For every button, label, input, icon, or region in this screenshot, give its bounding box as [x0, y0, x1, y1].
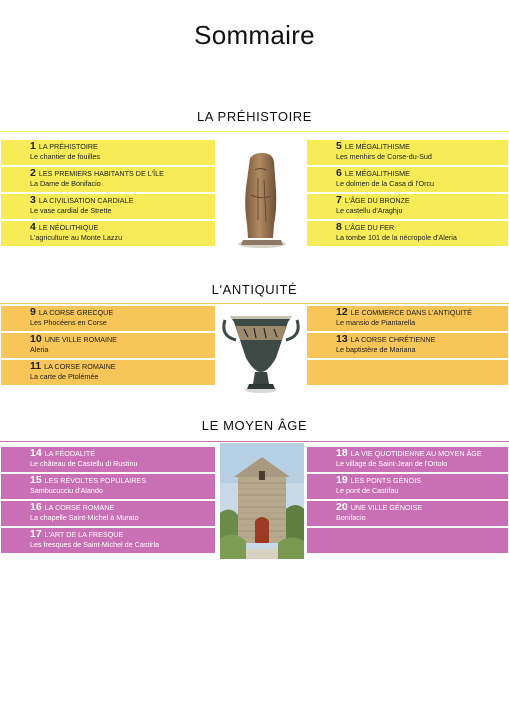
entry-number: 18 — [336, 447, 348, 459]
entry-heading: LA CORSE ROMANE — [44, 503, 115, 512]
toc-entry-2[interactable] — [1, 167, 215, 192]
entry-heading: LE MÉGALITHISME — [344, 169, 410, 178]
entry-subtitle: Le chantier de fouilles — [30, 151, 100, 161]
entry-subtitle: L'agriculture au Monte Lazzu — [30, 232, 123, 242]
entry-number: 15 — [30, 474, 42, 486]
column-left — [1, 140, 215, 248]
toc-entry-6[interactable] — [307, 167, 508, 192]
entry-subtitle: Le castellu d'Araghju — [336, 205, 403, 215]
entry-heading: LA CORSE ROMAINE — [44, 362, 116, 371]
section-title-moyen-age: LE MOYEN ÂGE — [201, 418, 308, 433]
entry-number: 20 — [336, 501, 348, 513]
section-rule — [0, 441, 509, 442]
toc-entry-16[interactable] — [1, 501, 215, 526]
entry-heading: LA FÉODALITÉ — [44, 449, 96, 458]
entry-number: 3 — [30, 194, 36, 206]
entry-subtitle: Les fresques de Saint-Michel de Castirla — [30, 539, 160, 549]
toc-entry-5[interactable] — [307, 140, 508, 165]
entry-subtitle: La Dame de Bonifacio — [30, 178, 101, 188]
toc-entry-4[interactable] — [1, 221, 215, 246]
entry-subtitle: Les Phocéens en Corse — [30, 317, 107, 327]
toc-entry-empty — [307, 360, 508, 385]
entry-number: 16 — [30, 501, 42, 513]
entry-heading: LES PREMIERS HABITANTS DE L'ÎLE — [38, 169, 164, 178]
entry-subtitle: Le village de Saint-Jean de l'Ortolo — [336, 458, 448, 468]
entry-heading: LES PONTS GÉNOIS — [350, 476, 421, 485]
entry-number: 5 — [336, 140, 342, 152]
toc-entry-10[interactable] — [1, 333, 215, 358]
toc-entry-19[interactable] — [307, 474, 508, 499]
entry-heading: LA CIVILISATION CARDIALE — [38, 196, 134, 205]
entry-subtitle: Aleria — [30, 344, 49, 354]
toc-entry-7[interactable] — [307, 194, 508, 219]
toc-entry-1[interactable] — [1, 140, 215, 165]
entry-heading: L'ÂGE DU BRONZE — [344, 196, 410, 205]
entry-subtitle: Le baptistère de Mariana — [336, 344, 416, 354]
column-right — [307, 306, 508, 387]
entry-heading: LES RÉVOLTES POPULAIRES — [44, 476, 147, 485]
column-right — [307, 447, 508, 555]
column-right — [307, 140, 508, 248]
toc-entry-18[interactable] — [307, 447, 508, 472]
romanesque-chapel-image — [220, 443, 304, 559]
entry-number: 6 — [336, 167, 342, 179]
section-rule — [0, 131, 509, 132]
toc-entry-8[interactable] — [307, 221, 508, 246]
entry-heading: LA CORSE GRECQUE — [38, 308, 114, 317]
section-title-antiquite: L'ANTIQUITÉ — [211, 282, 298, 297]
toc-entry-11[interactable] — [1, 360, 215, 385]
entry-heading: UNE VILLE GÉNOISE — [350, 503, 423, 512]
entry-heading: LA CORSE CHRÉTIENNE — [350, 335, 436, 344]
entry-subtitle: Le mansio de Piantarella — [336, 317, 416, 327]
entry-number: 17 — [30, 528, 42, 540]
entry-heading: LE MÉGALITHISME — [344, 142, 410, 151]
entry-subtitle: Bonifacio — [336, 512, 366, 522]
entry-number: 4 — [30, 221, 36, 233]
entry-subtitle: Le vase cardial de Strette — [30, 205, 112, 215]
entry-heading: LE COMMERCE DANS L'ANTIQUITÉ — [350, 308, 472, 317]
entry-number: 19 — [336, 474, 348, 486]
entry-number: 11 — [30, 360, 42, 372]
toc-entry-13[interactable] — [307, 333, 508, 358]
entry-number: 9 — [30, 306, 36, 318]
entry-number: 7 — [336, 194, 342, 206]
entry-number: 8 — [336, 221, 342, 233]
entry-heading: L'ART DE LA FRESQUE — [44, 530, 124, 539]
toc-entry-14[interactable] — [1, 447, 215, 472]
entry-subtitle: La tombe 101 de la nécropole d'Aleria — [336, 232, 457, 242]
entry-heading: UNE VILLE ROMAINE — [44, 335, 117, 344]
section-rule — [0, 303, 509, 304]
entry-subtitle: Les menhirs de Corse-du-Sud — [336, 151, 432, 161]
entry-subtitle: La carte de Ptolémée — [30, 371, 99, 381]
entry-heading: LA VIE QUOTIDIENNE AU MOYEN ÂGE — [350, 449, 482, 458]
toc-entry-12[interactable] — [307, 306, 508, 331]
toc-entry-empty — [307, 528, 508, 553]
entry-number: 12 — [336, 306, 348, 318]
toc-entry-20[interactable] — [307, 501, 508, 526]
entry-subtitle: Le château de Castellu di Rustinu — [30, 458, 138, 468]
column-left — [1, 306, 215, 387]
toc-entry-15[interactable] — [1, 474, 215, 499]
entry-subtitle: Le pont de Castifau — [336, 485, 399, 495]
section-title-prehistoire: LA PRÉHISTOIRE — [196, 109, 313, 124]
menhir-statue-image — [233, 150, 291, 250]
page-title: Sommaire — [194, 20, 315, 50]
entry-heading: LE NÉOLITHIQUE — [38, 223, 99, 232]
entry-subtitle: Le dolmen de la Casa di l'Orcu — [336, 178, 435, 188]
entry-subtitle: La chapelle Saint-Michel à Murato — [30, 512, 139, 522]
entry-number: 10 — [30, 333, 42, 345]
entry-number: 14 — [30, 447, 42, 459]
entry-number: 2 — [30, 167, 36, 179]
entry-subtitle: Sambucucciu d'Alando — [30, 485, 103, 495]
toc-entry-9[interactable] — [1, 306, 215, 331]
entry-heading: L'ÂGE DU FER — [344, 223, 395, 232]
entry-heading: LA PRÉHISTOIRE — [38, 142, 98, 151]
toc-entry-3[interactable] — [1, 194, 215, 219]
column-left — [1, 447, 215, 555]
toc-entry-17[interactable] — [1, 528, 215, 553]
greek-krater-vase-image — [222, 310, 300, 394]
entry-number: 1 — [30, 140, 36, 152]
entry-number: 13 — [336, 333, 348, 345]
